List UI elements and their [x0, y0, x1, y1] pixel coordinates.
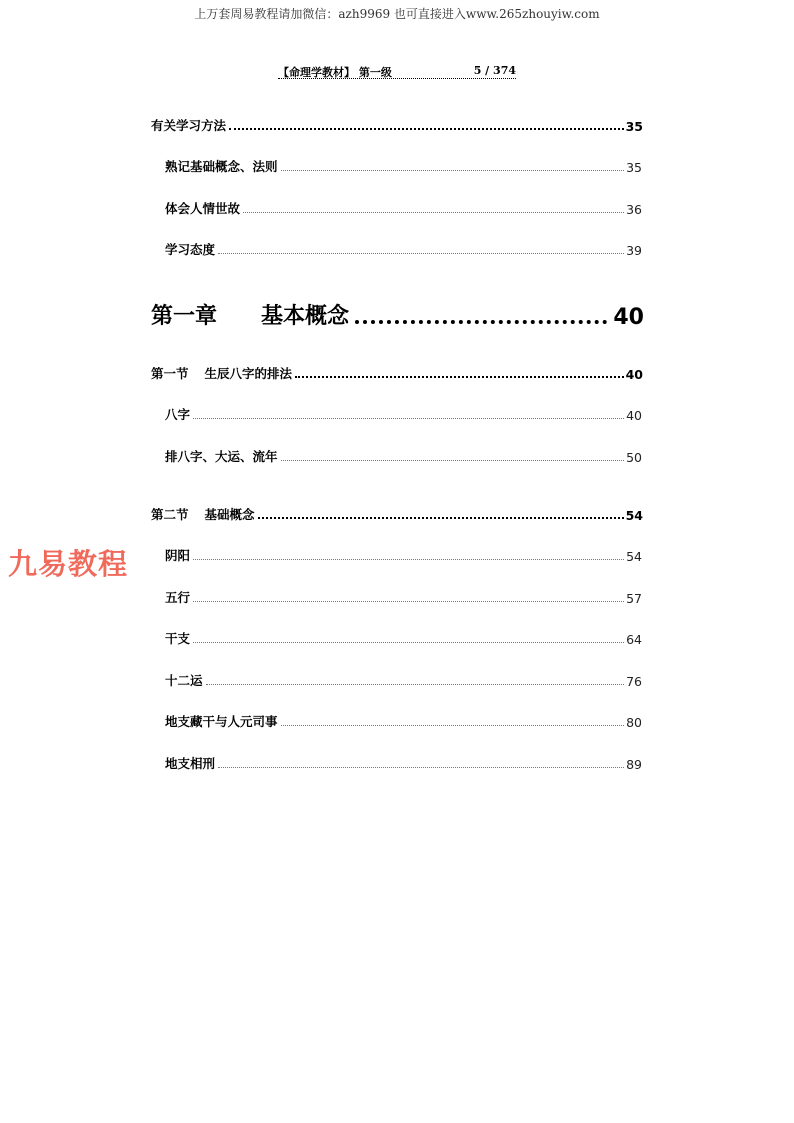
toc-entry-yinyang[interactable]	[165, 546, 642, 564]
dot-leader	[193, 418, 624, 419]
section-title: 生辰八字的排法	[204, 366, 293, 381]
toc-entry-label: 八字	[165, 407, 191, 422]
section-number: 第一节	[151, 366, 189, 381]
dot-leader	[218, 253, 624, 254]
dot-leader	[295, 376, 624, 378]
dot-leader	[229, 128, 624, 130]
toc-entry-learning-attitude[interactable]	[165, 240, 642, 258]
toc-entry-label: 阴阳	[165, 548, 191, 563]
toc-entry-label: 熟记基础概念、法则	[165, 159, 278, 174]
toc-entry-page: 89	[626, 757, 642, 772]
toc-chapter-1[interactable]	[151, 298, 644, 330]
toc-entry-page: 54	[626, 549, 642, 564]
dot-leader	[193, 601, 624, 602]
toc-entry-page: 80	[626, 715, 642, 730]
chapter-title: 基本概念	[261, 304, 350, 329]
toc-entry-wuxing[interactable]	[165, 588, 642, 606]
toc-entry-page: 35	[625, 119, 643, 134]
header-page-number: 5 / 374	[473, 64, 516, 77]
section-heading	[151, 505, 255, 523]
toc-entry-arrange-bazi[interactable]	[165, 447, 642, 465]
dot-leader	[193, 642, 624, 643]
toc-entry-label: 有关学习方法	[151, 118, 227, 133]
dot-leader	[193, 559, 624, 560]
toc-entry-page: 40	[626, 408, 642, 423]
toc-entry-page: 50	[626, 450, 642, 465]
toc-entry-ganzhi[interactable]	[165, 629, 642, 647]
toc-entry-label: 地支相刑	[165, 756, 216, 771]
dot-leader	[218, 767, 624, 768]
chapter-heading	[151, 299, 349, 330]
top-banner: 上万套周易教程请加微信：azh9969 也可直接进入www.265zhouyiw.com	[194, 7, 600, 21]
toc-entry-label: 地支藏干与人元司事	[165, 714, 278, 729]
page-header	[278, 64, 516, 79]
toc-entry-branch-punishment[interactable]	[165, 754, 642, 772]
toc-entry-label: 十二运	[165, 673, 203, 688]
section-number: 第二节	[151, 507, 189, 522]
toc-entry-page: 35	[626, 160, 642, 175]
section-heading	[151, 364, 292, 382]
chapter-number: 第一章	[151, 304, 218, 329]
toc-section-2[interactable]	[151, 505, 643, 523]
toc-entry-label: 学习态度	[165, 242, 216, 257]
toc-entry-page: 36	[626, 202, 642, 217]
toc-section-1[interactable]	[151, 364, 643, 382]
toc-entry-page: 39	[626, 243, 642, 258]
dot-leader	[206, 684, 625, 685]
section-title: 基础概念	[204, 507, 255, 522]
dot-leader	[281, 725, 625, 726]
toc-entry-learning-methods[interactable]	[151, 116, 643, 134]
toc-entry-basic-concepts-rules[interactable]	[165, 157, 642, 175]
toc-entry-page: 64	[626, 632, 642, 647]
toc-entry-label: 体会人情世故	[165, 201, 241, 216]
toc-entry-bazi[interactable]	[165, 405, 642, 423]
toc-entry-label: 五行	[165, 590, 191, 605]
watermark-logo: 九易教程	[8, 547, 129, 581]
section-page: 54	[625, 508, 643, 523]
toc-entry-human-affairs[interactable]	[165, 199, 642, 217]
toc-entry-hidden-stems[interactable]	[165, 712, 642, 730]
section-page: 40	[625, 367, 643, 382]
chapter-page: 40	[613, 305, 644, 330]
toc-entry-page: 57	[626, 591, 642, 606]
toc-entry-label: 排八字、大运、流年	[165, 449, 278, 464]
toc-entry-label: 干支	[165, 631, 191, 646]
dot-leader	[355, 320, 607, 324]
toc-entry-twelve-stages[interactable]	[165, 671, 642, 689]
header-title: 【命理学教材】 第一级	[278, 66, 392, 79]
dot-leader	[243, 212, 624, 213]
dot-leader	[281, 170, 625, 171]
dot-leader	[281, 460, 625, 461]
toc-entry-page: 76	[626, 674, 642, 689]
dot-leader	[258, 517, 624, 519]
